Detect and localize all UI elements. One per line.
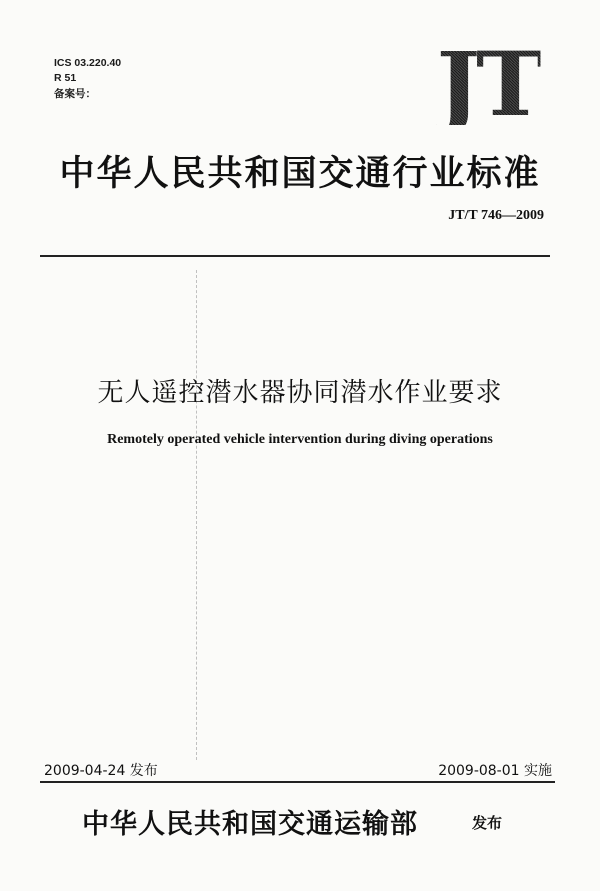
document-title-en: Remotely operated vehicle intervention during diving operations	[107, 432, 493, 447]
classification-code: R 51	[54, 72, 77, 84]
jt-logo	[430, 32, 548, 136]
ics-code: ICS 03.220.40	[54, 57, 122, 69]
jt-logo-text: JT	[436, 32, 542, 136]
implementation-date: 2009-08-01 实施	[438, 763, 552, 779]
top-divider	[40, 255, 550, 257]
issue-date: 2009-04-24 发布	[44, 763, 158, 779]
scan-fold-line	[196, 270, 197, 760]
document-title-zh: 无人遥控潜水器协同潜水作业要求	[97, 378, 503, 408]
standard-number: JT/T 746—2009	[448, 208, 544, 223]
issuing-authority: 中华人民共和国交通运输部	[82, 809, 418, 840]
registration-label: 备案号：	[54, 88, 96, 100]
bottom-divider	[40, 781, 555, 783]
issuer-action: 发布	[472, 814, 503, 832]
standard-type-title: 中华人民共和国交通行业标准	[59, 154, 541, 194]
